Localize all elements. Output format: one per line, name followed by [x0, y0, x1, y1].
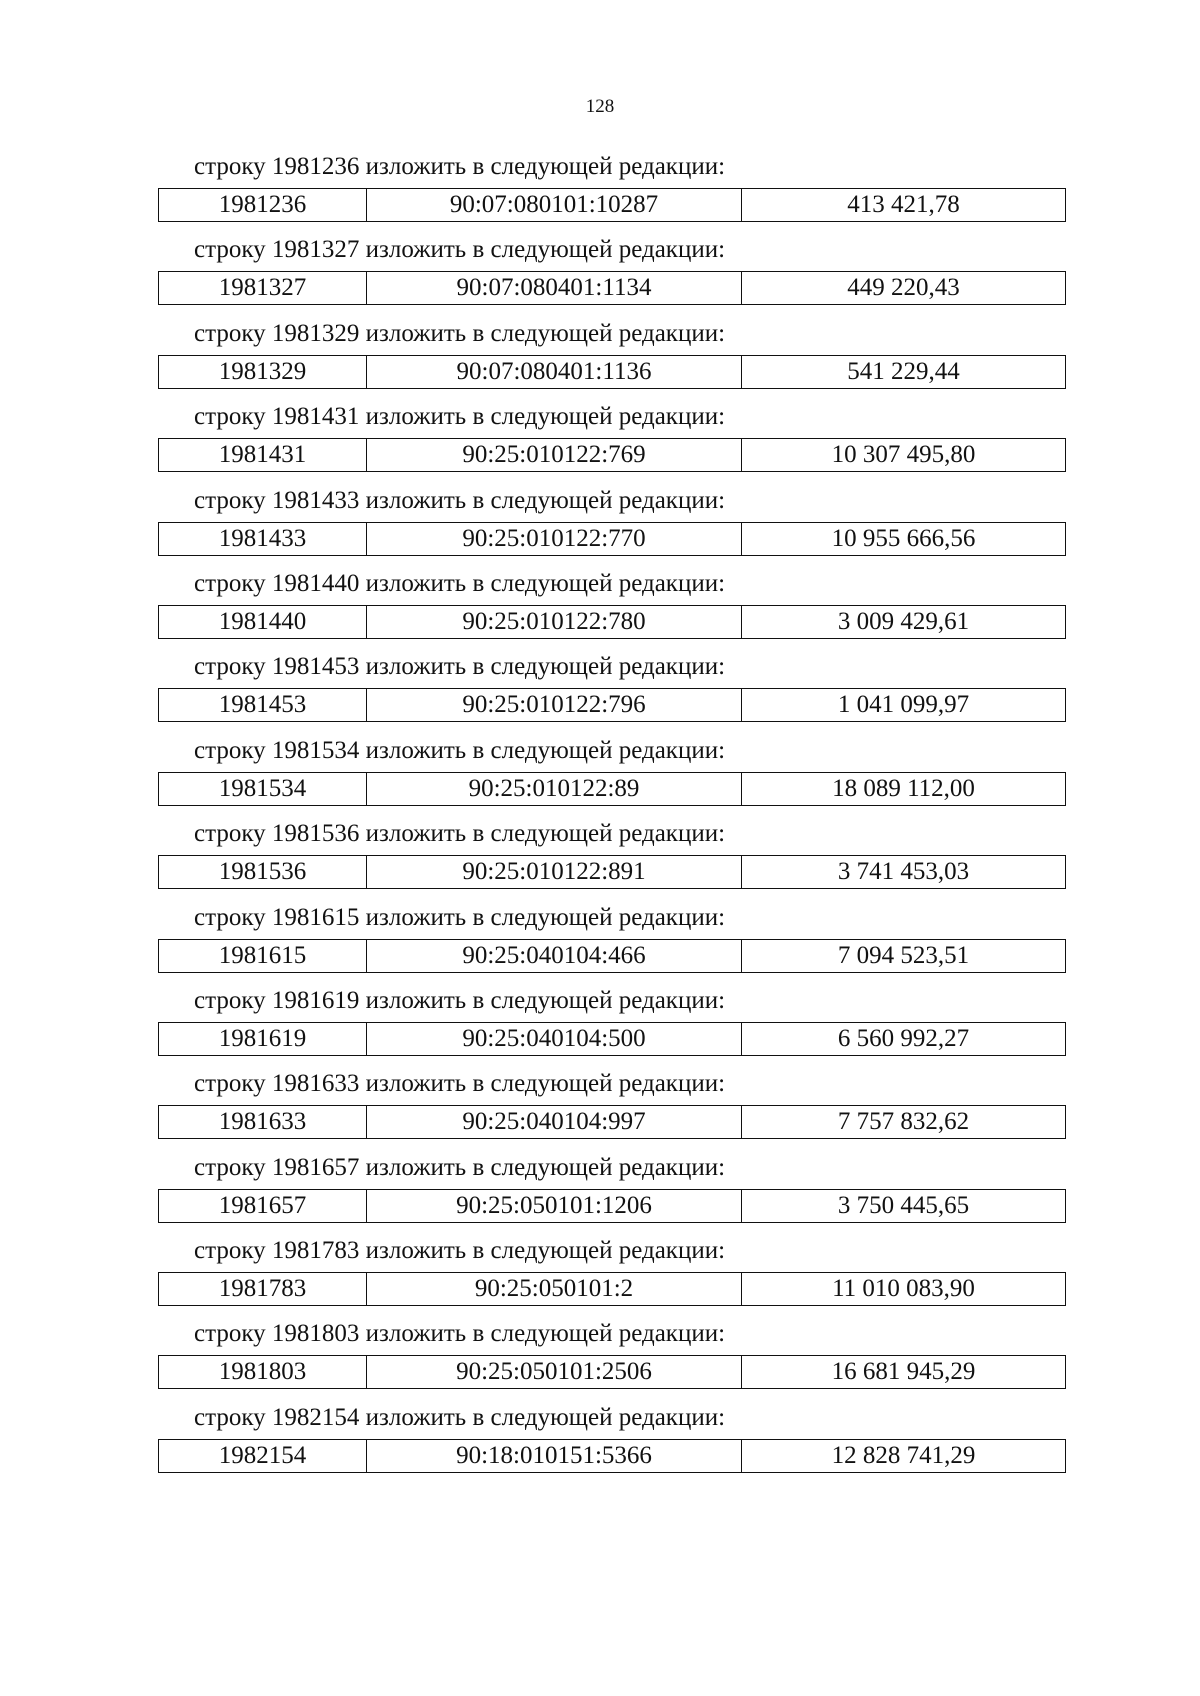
- row-number-cell: 1982154: [159, 1440, 367, 1472]
- cadastral-value-cell: 449 220,43: [847, 274, 960, 302]
- table-row: [158, 438, 1066, 472]
- table-row: [158, 1189, 1066, 1223]
- amendment-entry: [158, 901, 1068, 984]
- amendment-entry: [158, 1151, 1068, 1234]
- table-row: [158, 1105, 1066, 1139]
- cadastral-value-cell: 3 750 445,65: [837, 1191, 970, 1219]
- row-number-cell: 1981534: [159, 773, 367, 805]
- table-row: [158, 271, 1066, 305]
- row-number-cell: 1981433: [159, 523, 367, 555]
- cadastral-value-cell: 12 828 741,29: [831, 1441, 976, 1469]
- cadastral-value-cell: 3 009 429,61: [837, 607, 970, 635]
- amendment-entry: [158, 150, 1068, 233]
- row-number-cell: 1981453: [159, 689, 367, 721]
- amendment-entry: [158, 317, 1068, 400]
- cadastral-value-cell: 10 955 666,56: [831, 524, 976, 552]
- cadastral-number-cell: 90:25:040104:466: [367, 940, 742, 972]
- cadastral-number-cell: 90:25:050101:1206: [367, 1190, 742, 1222]
- amendment-instruction: строку 1981657 изложить в следующей редакции:: [194, 1153, 726, 1181]
- cadastral-value-cell: 18 089 112,00: [832, 774, 975, 802]
- amendment-instruction: строку 1981453 изложить в следующей редакции:: [194, 653, 726, 681]
- amendment-instruction: строку 1981327 изложить в следующей редакции:: [194, 236, 726, 264]
- amendment-instruction: строку 1981534 изложить в следующей редакции:: [194, 736, 726, 764]
- cadastral-number-cell: 90:25:050101:2: [367, 1273, 742, 1305]
- amendment-instruction: строку 1982154 изложить в следующей редакции:: [194, 1403, 726, 1431]
- amendment-entry: [158, 984, 1068, 1067]
- table-row: [158, 939, 1066, 973]
- cadastral-value-cell: 10 307 495,80: [831, 441, 976, 469]
- row-number-cell: 1981431: [159, 439, 367, 471]
- cadastral-value-cell: 3 741 453,03: [837, 858, 970, 886]
- table-row: [158, 1272, 1066, 1306]
- cadastral-value-cell: 11 010 083,90: [832, 1275, 975, 1303]
- cadastral-number-cell: 90:25:010122:89: [367, 773, 742, 805]
- table-row: [158, 855, 1066, 889]
- amendment-instruction: строку 1981633 изложить в следующей редакции:: [194, 1070, 726, 1098]
- cadastral-number-cell: 90:25:010122:891: [367, 856, 742, 888]
- amendment-instruction: строку 1981536 изложить в следующей редакции:: [194, 820, 726, 848]
- cadastral-number-cell: 90:07:080401:1136: [367, 356, 742, 388]
- table-row: [158, 188, 1066, 222]
- table-row: [158, 355, 1066, 389]
- cadastral-number-cell: 90:25:050101:2506: [367, 1356, 742, 1388]
- row-number-cell: 1981619: [159, 1023, 367, 1055]
- row-number-cell: 1981657: [159, 1190, 367, 1222]
- amendment-entry: [158, 817, 1068, 900]
- amendment-entry: [158, 567, 1068, 650]
- table-row: [158, 522, 1066, 556]
- cadastral-number-cell: 90:25:010122:780: [367, 606, 742, 638]
- row-number-cell: 1981633: [159, 1106, 367, 1138]
- row-number-cell: 1981536: [159, 856, 367, 888]
- table-row: [158, 688, 1066, 722]
- row-number-cell: 1981440: [159, 606, 367, 638]
- amendment-entry: [158, 400, 1068, 483]
- cadastral-number-cell: 90:07:080101:10287: [367, 189, 742, 221]
- cadastral-number-cell: 90:18:010151:5366: [367, 1440, 742, 1472]
- cadastral-value-cell: 7 094 523,51: [837, 941, 970, 969]
- cadastral-value-cell: 6 560 992,27: [837, 1024, 970, 1052]
- cadastral-number-cell: 90:25:010122:796: [367, 689, 742, 721]
- cadastral-value-cell: 16 681 945,29: [831, 1358, 976, 1386]
- amendment-instruction: строку 1981440 изложить в следующей редакции:: [194, 569, 726, 597]
- amendment-entry: [158, 484, 1068, 567]
- amendment-instruction: строку 1981236 изложить в следующей редакции:: [194, 153, 726, 180]
- amendment-instruction: строку 1981783 изложить в следующей редакции:: [194, 1237, 726, 1265]
- cadastral-value-cell: 7 757 832,62: [837, 1108, 970, 1136]
- table-row: [158, 605, 1066, 639]
- cadastral-value-cell: 1 041 099,97: [837, 691, 970, 719]
- row-number-cell: 1981329: [159, 356, 367, 388]
- amendment-instruction: строку 1981433 изложить в следующей редакции:: [194, 486, 726, 514]
- amendment-entry: [158, 1401, 1068, 1484]
- table-row: [158, 1355, 1066, 1389]
- amendment-instruction: строку 1981619 изложить в следующей редакции:: [194, 986, 726, 1014]
- cadastral-number-cell: 90:25:040104:500: [367, 1023, 742, 1055]
- amendment-instruction: строку 1981329 изложить в следующей редакции:: [194, 319, 726, 347]
- table-row: [158, 772, 1066, 806]
- cadastral-value-cell: 413 421,78: [847, 191, 960, 218]
- table-row: [158, 1439, 1066, 1473]
- row-number-cell: 1981783: [159, 1273, 367, 1305]
- amendment-instruction: строку 1981431 изложить в следующей редакции:: [194, 403, 726, 431]
- cadastral-number-cell: 90:25:010122:770: [367, 523, 742, 555]
- amendment-entry: [158, 1067, 1068, 1150]
- amendment-instruction: строку 1981615 изложить в следующей редакции:: [194, 903, 726, 931]
- cadastral-number-cell: 90:25:010122:769: [367, 439, 742, 471]
- page-number: 128: [585, 96, 615, 117]
- table-row: [158, 1022, 1066, 1056]
- amendment-entry: [158, 1317, 1068, 1400]
- row-number-cell: 1981803: [159, 1356, 367, 1388]
- row-number-cell: 1981236: [159, 189, 367, 221]
- amendment-entry: [158, 650, 1068, 733]
- row-number-cell: 1981327: [159, 272, 367, 304]
- amendment-entry: [158, 734, 1068, 817]
- amendment-instruction: строку 1981803 изложить в следующей редакции:: [194, 1320, 726, 1348]
- cadastral-number-cell: 90:25:040104:997: [367, 1106, 742, 1138]
- amendment-entry: [158, 1234, 1068, 1317]
- cadastral-number-cell: 90:07:080401:1134: [367, 272, 742, 304]
- amendment-list: [158, 150, 1068, 1484]
- cadastral-value-cell: 541 229,44: [847, 357, 960, 385]
- row-number-cell: 1981615: [159, 940, 367, 972]
- amendment-entry: [158, 233, 1068, 316]
